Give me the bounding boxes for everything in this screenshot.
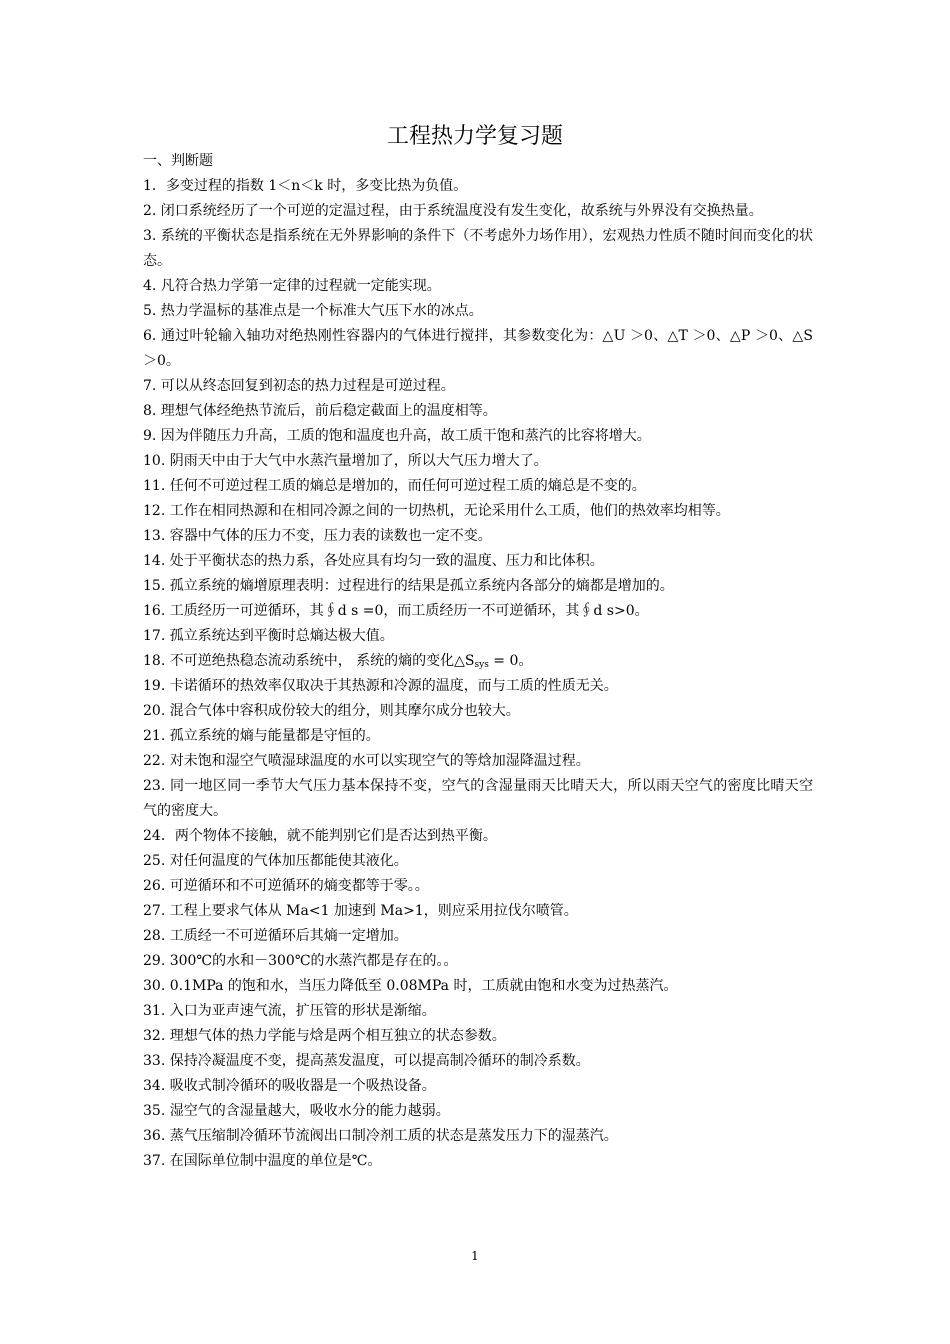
- question-item-12: 12. 工作在相同热源和在相同冷源之间的一切热机，无论采用什么工质，他们的热效率均相等。: [143, 503, 730, 519]
- question-item-23: 23. 同一地区同一季节大气压力基本保持不变，空气的含湿量雨天比晴天大，所以雨天空气的密度比晴天空气的密度大。: [143, 778, 813, 819]
- page-number: 1: [471, 1249, 479, 1263]
- question-item-7: 7. 可以从终态回复到初态的热力过程是可逆过程。: [143, 378, 455, 394]
- question-item-21: 21. 孤立系统的熵与能量都是守恒的。: [143, 728, 380, 744]
- question-item-10: 10. 阴雨天中由于大气中水蒸汽量增加了，所以大气压力增大了。: [143, 453, 548, 469]
- question-item-31: 31. 入口为亚声速气流，扩压管的形状是渐缩。: [143, 1003, 436, 1019]
- question-item-26: 26. 可逆循环和不可逆循环的熵变都等于零。。: [143, 878, 429, 894]
- question-item-8: 8. 理想气体经绝热节流后，前后稳定截面上的温度相等。: [143, 403, 497, 419]
- question-item-14: 14. 处于平衡状态的热力系，各处应具有均匀一致的温度、压力和比体积。: [143, 553, 604, 569]
- question-item-18-end: = 0。: [488, 653, 533, 669]
- document-title: 工程热力学复习题: [386, 124, 563, 149]
- question-item-32: 32. 理想气体的热力学能与焓是两个相互独立的状态参数。: [143, 1028, 506, 1044]
- question-item-6: 6. 通过叶轮输入轴功对绝热刚性容器内的气体进行搅拌，其参数变化为：△U ＞0、△T ＞0、△P ＞0、△S ＞0。: [143, 328, 813, 369]
- question-item-2: 2. 闭口系统经历了一个可逆的定温过程，由于系统温度没有发生变化，故系统与外界没有交换热量。: [143, 203, 763, 219]
- question-item-3: 3. 系统的平衡状态是指系统在无外界影响的条件下（不考虑外力场作用），宏观热力性质不随时间而变化的状态。: [143, 228, 813, 269]
- question-item-29: 29. 300℃的水和－300℃的水蒸汽都是存在的。。: [143, 953, 458, 969]
- question-item-18-subscript: sys: [474, 660, 489, 670]
- question-item-16: 16. 工质经历一可逆循环，其∮d s =0，而工质经历一不可逆循环，其∮d s>0。: [143, 603, 649, 619]
- question-item-18: [143, 649, 813, 674]
- question-item-18-text: 18. 不可逆绝热稳态流动系统中， 系统的熵的变化△S: [143, 653, 475, 669]
- question-item-33: 33. 保持冷凝温度不变，提高蒸发温度，可以提高制冷循环的制冷系数。: [143, 1053, 590, 1069]
- question-item-24: 24．两个物体不接触，就不能判别它们是否达到热平衡。: [143, 828, 497, 844]
- question-item-28: 28. 工质经一不可逆循环后其熵一定增加。: [143, 928, 408, 944]
- question-item-15: 15. 孤立系统的熵增原理表明：过程进行的结果是孤立系统内各部分的熵都是增加的。: [143, 578, 674, 594]
- question-item-37: 37. 在国际单位制中温度的单位是℃。: [143, 1153, 382, 1169]
- question-item-17: 17. 孤立系统达到平衡时总熵达极大值。: [143, 628, 394, 644]
- question-item-27: 27. 工程上要求气体从 Ma<1 加速到 Ma>1，则应采用拉伐尔喷管。: [143, 903, 578, 919]
- question-item-25: 25. 对任何温度的气体加压都能使其液化。: [143, 853, 408, 869]
- question-item-30: 30. 0.1MPa 的饱和水，当压力降低至 0.08MPa 时，工质就由饱和水变为过热蒸汽。: [143, 978, 678, 994]
- question-list: [143, 149, 813, 1174]
- question-item-20: 20. 混合气体中容积成份较大的组分，则其摩尔成分也较大。: [143, 703, 520, 719]
- question-item-9: 9. 因为伴随压力升高，工质的饱和温度也升高，故工质干饱和蒸汽的比容将增大。: [143, 428, 651, 444]
- section-heading: 一、判断题: [143, 153, 213, 169]
- question-item-36: 36. 蒸气压缩制冷循环节流阀出口制冷剂工质的状态是蒸发压力下的湿蒸汽。: [143, 1128, 618, 1144]
- question-item-1: 1．多变过程的指数 1＜n＜k 时，多变比热为负值。: [143, 178, 468, 194]
- question-item-11: 11. 任何不可逆过程工质的熵总是增加的，而任何可逆过程工质的熵总是不变的。: [143, 478, 646, 494]
- question-item-19: 19. 卡诺循环的热效率仅取决于其热源和冷源的温度，而与工质的性质无关。: [143, 678, 618, 694]
- question-item-34: 34. 吸收式制冷循环的吸收器是一个吸热设备。: [143, 1078, 436, 1094]
- question-item-22: 22. 对未饱和湿空气喷湿球温度的水可以实现空气的等焓加湿降温过程。: [143, 753, 590, 769]
- question-item-35: 35. 湿空气的含湿量越大，吸收水分的能力越弱。: [143, 1103, 450, 1119]
- question-item-4: 4. 凡符合热力学第一定律的过程就一定能实现。: [143, 278, 441, 294]
- question-item-13: 13. 容器中气体的压力不变，压力表的读数也一定不变。: [143, 528, 492, 544]
- question-item-5: 5. 热力学温标的基准点是一个标准大气压下水的冰点。: [143, 303, 483, 319]
